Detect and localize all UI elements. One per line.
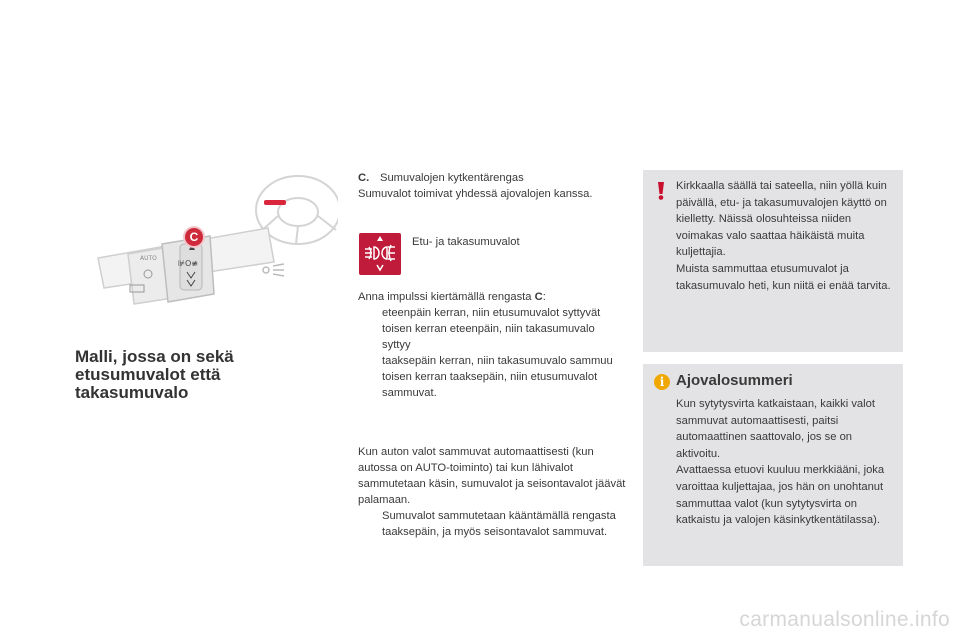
ring-desc: Sumuvalot toimivat yhdessä ajovalojen kanssa. xyxy=(358,188,593,200)
front-rear-fog-icon xyxy=(359,233,401,275)
ring-title: Sumuvalojen kytkentärengas xyxy=(380,172,524,184)
beam-icon xyxy=(263,264,284,276)
list-item: toisen kerran eteenpäin, niin takasumuvalo syttyy xyxy=(382,323,595,351)
lever-highlight xyxy=(264,200,286,205)
info-box xyxy=(643,364,903,566)
list-item: taaksepäin kerran, niin takasumuvalo sammuu xyxy=(382,355,613,367)
list-item: eteenpäin kerran, niin etusumuvalot syttyvät xyxy=(382,307,601,319)
auto-off-paragraph: Kun auton valot sammuvat automaattisesti (kun autossa on AUTO-toiminto) tai kun lähivalot sammutetaan käsin, sumuvalot ja seisontavalot jäävät palamaan. xyxy=(358,446,626,506)
lighting-stalk-illustration xyxy=(88,170,338,320)
fog-lamp-caption: Etu- ja takasumuvalot xyxy=(412,236,520,248)
warning-text: Kirkkaalla säällä tai sateella, niin yöllä kuin päivällä, etu- ja takasumuvalojen käyttö on kielletty. Näissä olosuhteissa niiden voimakas valo saattaa häikäistä muita kuljettajia. Muista sammuttaa etusumuvalot ja takasumuvalo heti, kun niitä ei enää tarvita. xyxy=(676,180,891,292)
info-box-title: Ajovalosummeri xyxy=(676,372,793,389)
fog-lamp-warning-icon xyxy=(359,233,401,275)
info-icon: i xyxy=(654,374,670,390)
svg-text:⊯O≢: ⊯O≢ xyxy=(178,259,198,268)
impulse-instructions xyxy=(358,289,626,401)
warning-box xyxy=(643,170,903,352)
list-item: Sumuvalot sammutetaan kääntämällä rengasta taaksepäin, ja myös seisontavalot sammuvat. xyxy=(382,510,616,538)
watermark: carmanualsonline.info xyxy=(739,608,950,631)
callout-c-badge: C xyxy=(185,228,203,246)
auto-label: AUTO xyxy=(140,255,157,262)
info-text: Kun sytytysvirta katkaistaan, kaikki valot sammuvat automaattisesti, paitsi automaattinen saattovalo, jos se on aktivoitu. Avattaessa etuovi kuuluu merkkiääni, joka varoittaa kuljettajaa, jos hän on unohtanut sammuttaa valot (kun sytytysvirta on katkaistu ja valojen käsinkytkentätilassa). xyxy=(676,398,885,527)
auto-off-section xyxy=(358,444,626,540)
impulse-intro: Anna impulssi kiertämällä rengasta C: xyxy=(358,291,546,303)
ring-description xyxy=(358,170,626,202)
ring-ref: C xyxy=(534,291,543,303)
list-item: toisen kerran taaksepäin, niin etusumuvalot sammuvat. xyxy=(382,371,598,399)
section-heading: Malli, jossa on sekä etusumuvalot että takasumuvalo xyxy=(75,347,234,402)
ring-label: C. xyxy=(358,172,370,184)
exclamation-icon xyxy=(654,182,668,200)
